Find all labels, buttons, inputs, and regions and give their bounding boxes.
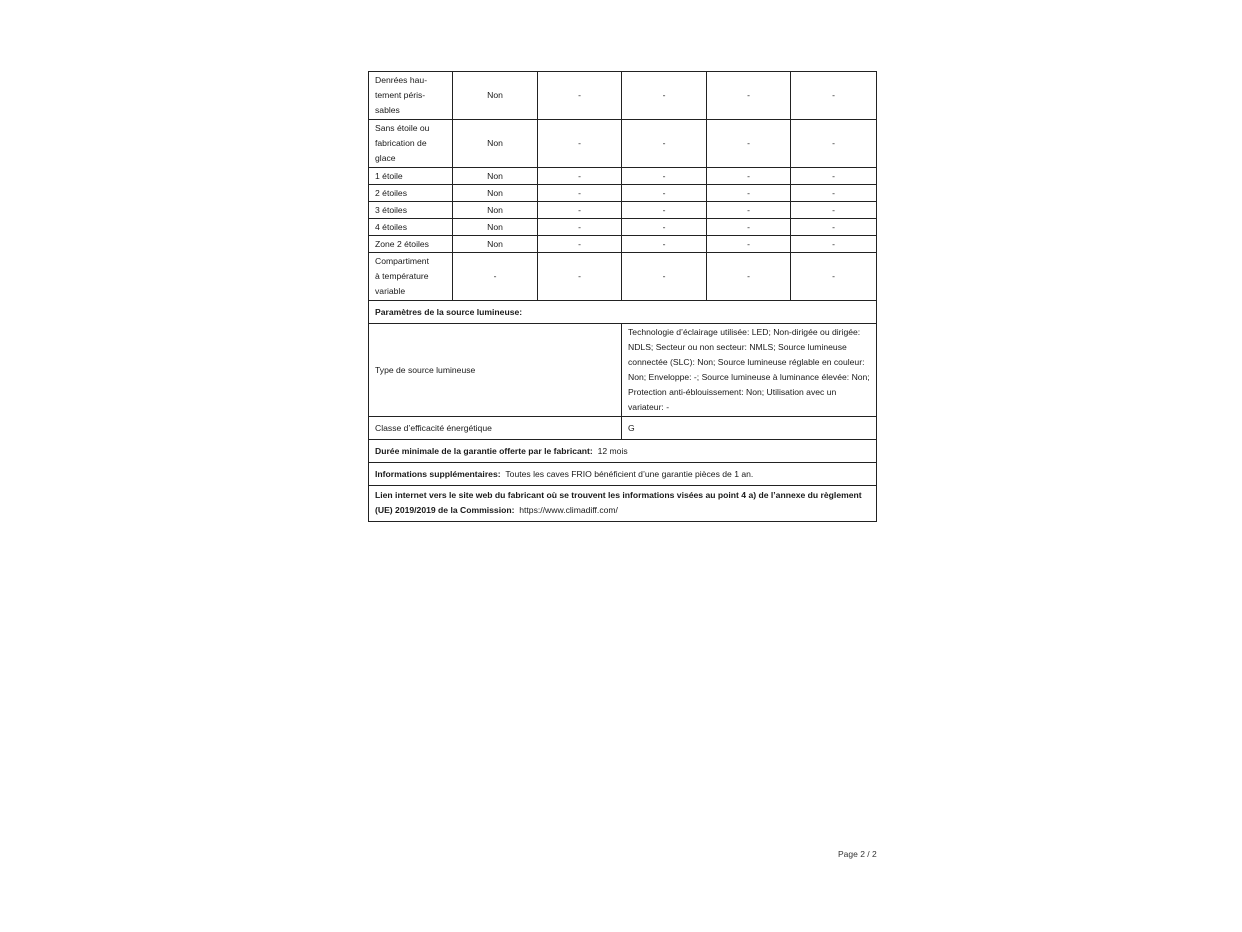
compartment-name: Zone 2 étoiles	[369, 236, 453, 253]
light-source-type-value: Technologie d’éclairage utilisée: LED; Non-dirigée ou dirigée: NDLS; Secteur ou non secteur: NMLS; Source lumineuse connectée (SLC): Non; Source lumineuse réglable en couleur: Non; Enveloppe: -; Source lumineuse à luminance élevée: Non; Protection anti-éblouissement: Non; Utilisation avec un variateur: -	[622, 324, 877, 417]
compartment-value: -	[622, 72, 707, 120]
compartment-row	[369, 185, 877, 202]
website-row	[369, 486, 877, 522]
compartment-value: -	[538, 185, 622, 202]
compartment-value: -	[622, 185, 707, 202]
compartment-value: Non	[453, 168, 538, 185]
compartment-value: -	[538, 253, 622, 301]
compartment-value: -	[707, 236, 791, 253]
compartment-value: -	[791, 219, 877, 236]
website-link[interactable]: https://www.climadiff.com/	[519, 505, 618, 515]
compartment-row	[369, 236, 877, 253]
product-information-table	[368, 71, 877, 522]
compartment-value: Non	[453, 219, 538, 236]
compartment-value: Non	[453, 202, 538, 219]
compartment-row	[369, 253, 877, 301]
compartment-value: -	[707, 72, 791, 120]
compartment-name: 1 étoile	[369, 168, 453, 185]
compartment-name: Denrées hau- tement péris- sables	[369, 72, 453, 120]
compartment-value: -	[622, 168, 707, 185]
compartment-value: -	[707, 185, 791, 202]
warranty-value: 12 mois	[597, 445, 628, 456]
compartment-rows	[369, 72, 877, 301]
compartment-value: -	[538, 219, 622, 236]
compartment-value: -	[707, 168, 791, 185]
compartment-value: -	[791, 236, 877, 253]
compartment-name: Compartiment à température variable	[369, 253, 453, 301]
compartment-value: -	[453, 253, 538, 301]
light-source-section-title: Paramètres de la source lumineuse:	[369, 301, 877, 324]
website-label: Lien internet vers le site web du fabricant où se trouvent les informations visées au point 4 a) de l’annexe du règlement (UE) 2019/2019 de la Commission:	[375, 490, 862, 515]
compartment-value: -	[707, 120, 791, 168]
compartment-name: 3 étoiles	[369, 202, 453, 219]
light-source-section	[369, 301, 877, 522]
compartment-value: -	[791, 72, 877, 120]
compartment-name: 2 étoiles	[369, 185, 453, 202]
compartment-value: -	[791, 120, 877, 168]
compartment-row	[369, 168, 877, 185]
compartment-row	[369, 72, 877, 120]
compartment-row	[369, 120, 877, 168]
compartment-value: -	[791, 253, 877, 301]
energy-class-label: Classe d’efficacité énergétique	[369, 417, 622, 440]
page-number: Page 2 / 2	[838, 849, 877, 859]
compartment-value: -	[622, 202, 707, 219]
compartment-value: -	[622, 253, 707, 301]
compartment-value: -	[538, 202, 622, 219]
compartment-row	[369, 202, 877, 219]
compartment-value: -	[791, 185, 877, 202]
energy-class-value: G	[622, 417, 877, 440]
light-source-type-label: Type de source lumineuse	[369, 324, 622, 417]
compartment-name: 4 étoiles	[369, 219, 453, 236]
compartment-value: -	[707, 202, 791, 219]
additional-info-value: Toutes les caves FRIO bénéficient d’une garantie pièces de 1 an.	[505, 468, 754, 479]
additional-info-label: Informations supplémentaires:	[375, 468, 501, 479]
warranty-row	[369, 440, 877, 463]
compartment-value: Non	[453, 236, 538, 253]
compartment-value: -	[622, 120, 707, 168]
compartment-value: -	[538, 120, 622, 168]
compartment-value: Non	[453, 120, 538, 168]
compartment-value: Non	[453, 72, 538, 120]
compartment-value: Non	[453, 185, 538, 202]
compartment-value: -	[538, 72, 622, 120]
compartment-value: -	[791, 168, 877, 185]
compartment-value: -	[791, 202, 877, 219]
warranty-label: Durée minimale de la garantie offerte par le fabricant:	[375, 445, 593, 456]
compartment-name: Sans étoile ou fabrication de glace	[369, 120, 453, 168]
additional-info-row	[369, 463, 877, 486]
compartment-value: -	[538, 168, 622, 185]
compartment-row	[369, 219, 877, 236]
compartment-value: -	[622, 219, 707, 236]
compartment-value: -	[538, 236, 622, 253]
compartment-value: -	[707, 219, 791, 236]
compartment-value: -	[622, 236, 707, 253]
compartment-value: -	[707, 253, 791, 301]
